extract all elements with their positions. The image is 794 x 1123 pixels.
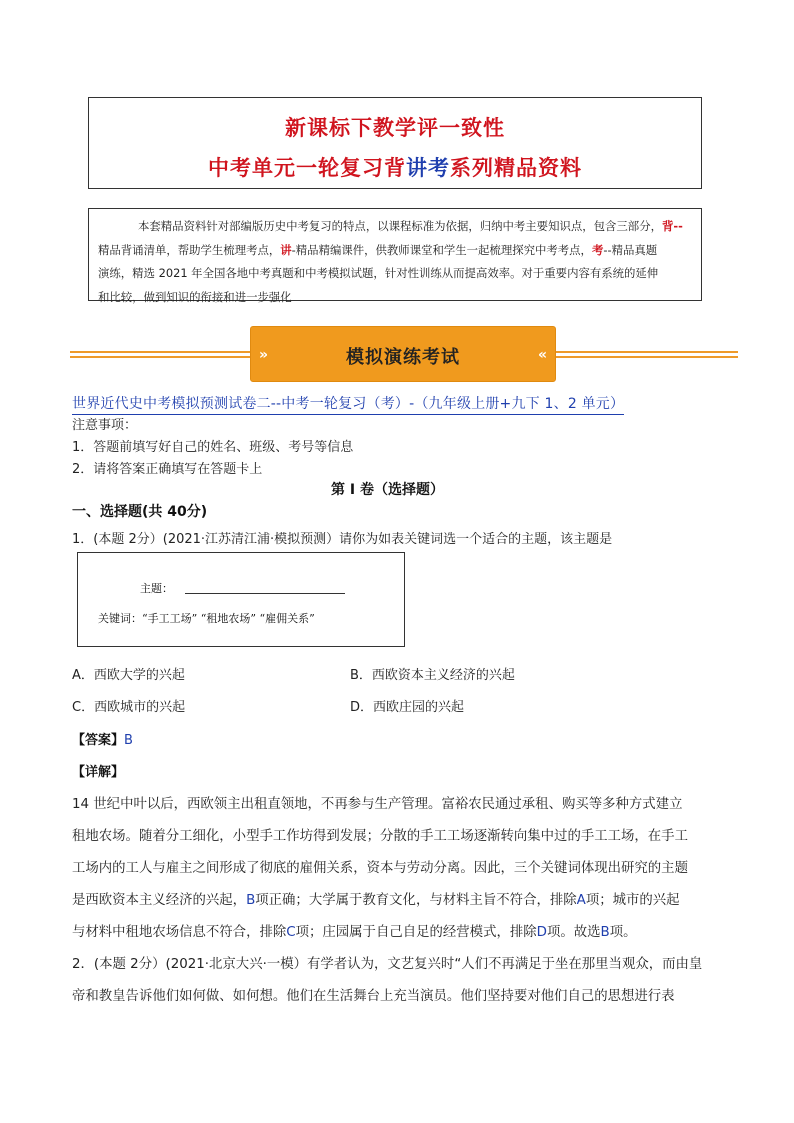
intro-text-2b: 讲 bbox=[280, 242, 292, 257]
notice-item-1: 1．答题前填写好自己的姓名、班级、考号等信息 bbox=[72, 440, 354, 455]
subtitle-part-1: 中考单元一轮复习 bbox=[208, 155, 384, 180]
intro-line-2 bbox=[98, 239, 692, 263]
detail-line-5 bbox=[72, 921, 636, 940]
title-box bbox=[88, 97, 702, 189]
intro-text-2d: 考 bbox=[591, 242, 604, 257]
question-2-line-1: 2．(本题 2分）(2021·北京大兴·一模）有学者认为，文艺复兴时“人们不再满足于坐在那里当观众，而由皇 bbox=[72, 957, 703, 972]
detail-4c: 项正确；大学属于教育文化，与材料主旨不符合，排除 bbox=[255, 893, 577, 908]
keyword-table bbox=[77, 552, 405, 647]
banner-label: 模拟演练考试 bbox=[346, 347, 460, 368]
theme-blank-line bbox=[185, 593, 345, 594]
test-title: 世界近代史中考模拟预测试卷二--中考一轮复习（考）-（九年级上册+九下 1、2 单元） bbox=[72, 393, 624, 415]
keyword-table-theme: 主题： bbox=[140, 582, 173, 595]
answer-label: 【答案】 bbox=[72, 733, 125, 748]
subtitle-part-2: 系列精品资料 bbox=[450, 155, 582, 180]
notice-item-2: 2．请将答案正确填写在答题卡上 bbox=[72, 462, 263, 477]
detail-5g: 项。 bbox=[609, 925, 637, 940]
option-b: B．西欧资本主义经济的兴起 bbox=[350, 668, 515, 683]
option-c: C．西欧城市的兴起 bbox=[72, 700, 186, 715]
detail-4e: 项；城市的兴起 bbox=[585, 893, 680, 908]
question-1-stem: 1．(本题 2分）(2021·江苏清江浦·模拟预测）请你为如表关键词选一个适合的主题，该主题是 bbox=[72, 532, 613, 547]
detail-line-2: 租地农场。随着分工细化，小型手工作坊得到发展；分散的手工工场逐渐转向集中过的手工工场，在手工 bbox=[72, 829, 688, 844]
detail-4a: 是西欧资本主义经济的兴起， bbox=[72, 893, 247, 908]
question-2-line-2: 帝和教皇告诉他们如何做、如何想。他们在生活舞台上充当演员。他们坚持要对他们自己的思想进行表 bbox=[72, 989, 675, 1004]
detail-4b: B bbox=[246, 893, 256, 908]
intro-text-1b: 背-- bbox=[661, 219, 683, 233]
chevron-right-icon: » bbox=[259, 347, 269, 363]
page-title: 新课标下教学评一致性 bbox=[285, 115, 505, 140]
intro-box bbox=[88, 208, 702, 304]
detail-line-3: 工场内的工人与雇主之间形成了彻底的雇佣关系，资本与劳动分离。因此，三个关键词体现出研究的主题 bbox=[72, 861, 688, 876]
intro-text-2e: --精品真题 bbox=[603, 242, 658, 257]
section-title: 一、选择题(共 40分) bbox=[72, 504, 208, 520]
keyword-table-keywords: 关键词：“手工工场” “租地农场” “雇佣关系” bbox=[98, 612, 315, 625]
option-d: D．西欧庄园的兴起 bbox=[350, 700, 465, 715]
detail-label: 【详解】 bbox=[72, 765, 125, 780]
notice-label: 注意事项： bbox=[72, 418, 138, 433]
intro-text-2c: -精品精编课件，供教师课堂和学生一起梳理探究中考考点， bbox=[291, 242, 592, 257]
detail-5d: D bbox=[536, 925, 547, 940]
subtitle-jiang: 讲 bbox=[406, 155, 428, 180]
detail-5c: 项；庄园属于自己自足的经营模式，排除 bbox=[295, 925, 537, 940]
option-a: A．西欧大学的兴起 bbox=[72, 668, 185, 683]
section-banner bbox=[70, 326, 738, 382]
detail-line-1: 14 世纪中叶以后，西欧领主出租直领地，不再参与生产管理。富裕农民通过承租、购买等多种方式建立 bbox=[72, 797, 683, 812]
detail-5f: B bbox=[600, 925, 610, 940]
answer-row bbox=[72, 729, 133, 748]
page-subtitle bbox=[89, 152, 701, 182]
detail-line-4 bbox=[72, 889, 680, 908]
detail-5e: 项。故选 bbox=[546, 925, 601, 940]
chevron-left-icon: « bbox=[537, 347, 547, 363]
intro-line-4: 和比较，做到知识的衔接和进一步强化 bbox=[98, 289, 292, 304]
detail-5b: C bbox=[286, 925, 296, 940]
detail-4d: A bbox=[576, 893, 586, 908]
subtitle-bei: 背 bbox=[384, 155, 406, 180]
intro-line-1 bbox=[98, 215, 692, 239]
answer-value: B bbox=[124, 733, 133, 748]
volume-title: 第 I 卷（选择题） bbox=[331, 482, 444, 498]
intro-line-3: 演练，精选 2021 年全国各地中考真题和中考模拟试题，针对性训练从而提高效率。对于重要内容有系统的延伸 bbox=[98, 266, 659, 280]
banner-box bbox=[250, 326, 556, 382]
intro-text-2a: 精品背诵清单，帮助学生梳理考点， bbox=[98, 242, 281, 257]
detail-5a: 与材料中租地农场信息不符合，排除 bbox=[72, 925, 287, 940]
subtitle-kao: 考 bbox=[428, 155, 450, 180]
intro-text-1a: 本套精品资料针对部编版历史中考复习的特点，以课程标准为依据，归纳中考主要知识点，包含三部分， bbox=[138, 219, 662, 233]
